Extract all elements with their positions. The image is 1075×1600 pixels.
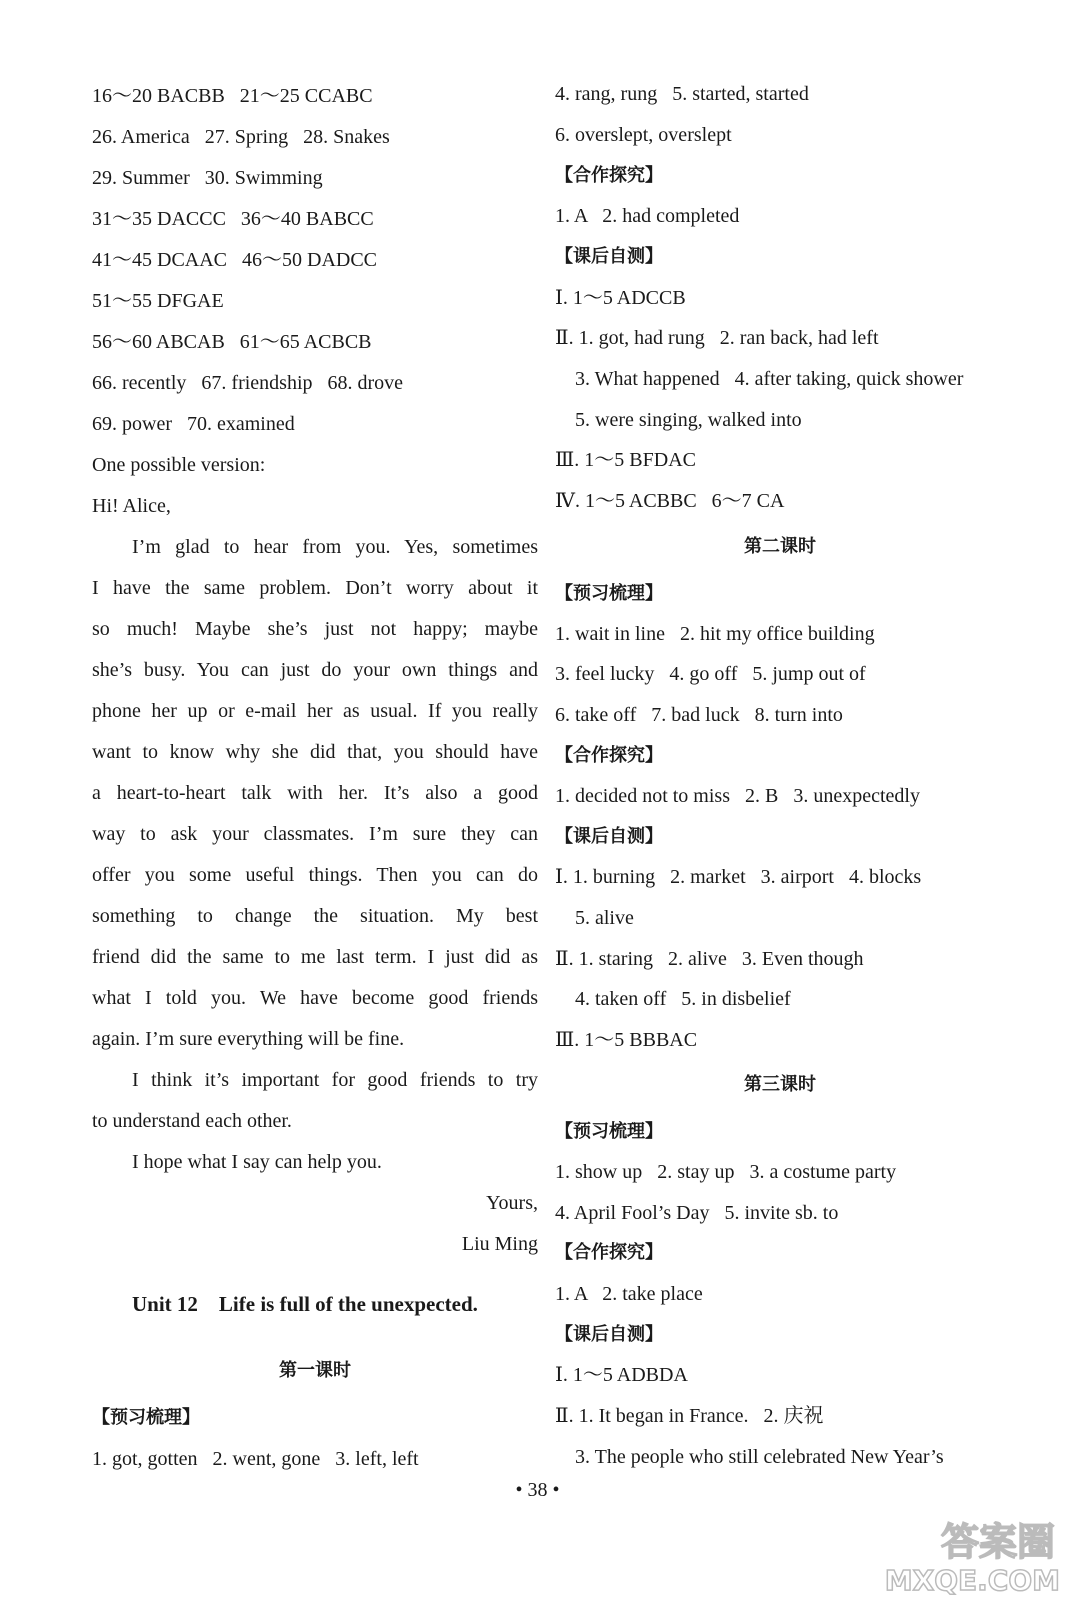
answer-line: 31～35 DACCC 36～40 BABCC xyxy=(92,208,374,230)
section-heading: 【预习梳理】 xyxy=(92,1407,200,1428)
letter-line: I have the same problem. Don’t worry about it xyxy=(92,577,538,599)
answer-line: Ⅳ. 1～5 ACBBC 6～7 CA xyxy=(555,490,785,512)
section-heading: 【预习梳理】 xyxy=(555,583,663,604)
letter-opening: Hi! Alice, xyxy=(92,495,171,517)
answer-line: 56～60 ABCAB 61～65 ACBCB xyxy=(92,331,372,353)
section-heading: 【课后自测】 xyxy=(555,826,663,847)
letter-signature: Liu Ming xyxy=(461,1233,538,1255)
section-heading: 【合作探究】 xyxy=(555,165,663,186)
answer-line: 1. decided not to miss 2. B 3. unexpectedly xyxy=(555,785,920,807)
letter-line: what I told you. We have become good friends xyxy=(92,987,538,1009)
section-heading: 【课后自测】 xyxy=(555,1324,663,1345)
section-heading: 【预习梳理】 xyxy=(555,1121,663,1142)
letter-line: I think it’s important for good friends to try xyxy=(132,1069,538,1091)
unit-title: Unit 12 Life is full of the unexpected. xyxy=(132,1292,478,1316)
section-heading: 【合作探究】 xyxy=(555,1242,663,1263)
answer-line: Ⅲ. 1～5 BFDAC xyxy=(555,449,696,471)
answer-line: 16～20 BACBB 21～25 CCABC xyxy=(92,85,373,107)
answer-line: 26. America 27. Spring 28. Snakes xyxy=(92,126,390,148)
answer-line: Ⅰ. 1. burning 2. market 3. airport 4. blocks xyxy=(555,866,922,888)
answer-line: Ⅲ. 1～5 BBBAC xyxy=(555,1029,698,1051)
letter-line: phone her up or e-mail her as usual. If you really xyxy=(92,700,538,722)
letter-closing: Yours, xyxy=(486,1192,538,1214)
answer-line: 69. power 70. examined xyxy=(92,413,295,435)
watermark-top: 答案圈 xyxy=(940,1520,1055,1564)
letter-line: she’s busy. You can just do your own things and xyxy=(92,659,538,681)
answer-line: Ⅱ. 1. got, had rung 2. ran back, had left xyxy=(555,327,879,349)
letter-line: friend did the same to me last term. I just did as xyxy=(92,946,538,968)
letter-line: something to change the situation. My best xyxy=(92,905,538,927)
letter-line: offer you some useful things. Then you can do xyxy=(92,864,538,886)
letter-line: way to ask your classmates. I’m sure they can xyxy=(92,823,538,845)
answer-line: 5. alive xyxy=(555,907,634,929)
letter-line: to understand each other. xyxy=(92,1110,292,1132)
page-number: • 38 • xyxy=(515,1479,560,1501)
answer-line: 51～55 DFGAE xyxy=(92,290,224,312)
watermark-logo xyxy=(855,1510,1070,1595)
lesson-heading: 第一课时 xyxy=(279,1360,351,1381)
letter-line: I’m glad to hear from you. Yes, sometimes xyxy=(132,536,538,558)
answer-line: Ⅱ. 1. staring 2. alive 3. Even though xyxy=(555,948,864,970)
watermark-bottom: MXQE.COM xyxy=(884,1564,1060,1595)
letter-line: again. I’m sure everything will be fine. xyxy=(92,1028,405,1050)
letter-opening: One possible version: xyxy=(92,454,266,476)
section-heading: 【合作探究】 xyxy=(555,745,663,766)
lesson-heading: 第二课时 xyxy=(744,536,816,557)
answer-line: 1. A 2. take place xyxy=(555,1283,703,1305)
letter-line: so much! Maybe she’s just not happy; maybe xyxy=(92,618,538,640)
lesson-heading: 第三课时 xyxy=(744,1074,816,1095)
answer-line: 4. April Fool’s Day 5. invite sb. to xyxy=(555,1202,839,1224)
answer-line: 5. were singing, walked into xyxy=(555,409,802,431)
answer-line: 29. Summer 30. Swimming xyxy=(92,167,323,189)
letter-line: a heart-to-heart talk with her. It’s also a good xyxy=(92,782,538,804)
answer-line: 3. feel lucky 4. go off 5. jump out of xyxy=(555,663,866,685)
answer-line: 4. taken off 5. in disbelief xyxy=(555,988,791,1010)
answer-line: Ⅰ. 1～5 ADBDA xyxy=(555,1364,688,1386)
answer-line: 1. got, gotten 2. went, gone 3. left, left xyxy=(92,1448,419,1470)
letter-line: I hope what I say can help you. xyxy=(132,1151,382,1173)
letter-line: want to know why she did that, you should have xyxy=(92,741,538,763)
answer-line: 6. take off 7. bad luck 8. turn into xyxy=(555,704,843,726)
answer-line: 41～45 DCAAC 46～50 DADCC xyxy=(92,249,378,271)
answer-line: 66. recently 67. friendship 68. drove xyxy=(92,372,404,394)
answer-line: 3. The people who still celebrated New Year’s xyxy=(555,1446,944,1468)
answer-line: Ⅱ. 1. It began in France. 2. 庆祝 xyxy=(555,1405,824,1427)
answer-line: 4. rang, rung 5. started, started xyxy=(555,83,809,105)
answer-line: 1. show up 2. stay up 3. a costume party xyxy=(555,1161,897,1183)
answer-line: 1. wait in line 2. hit my office building xyxy=(555,623,875,645)
answer-line: 3. What happened 4. after taking, quick shower xyxy=(555,368,964,390)
section-heading: 【课后自测】 xyxy=(555,246,663,267)
answer-line: 6. overslept, overslept xyxy=(555,124,732,146)
answer-line: 1. A 2. had completed xyxy=(555,205,740,227)
answer-line: Ⅰ. 1～5 ADCCB xyxy=(555,287,686,309)
